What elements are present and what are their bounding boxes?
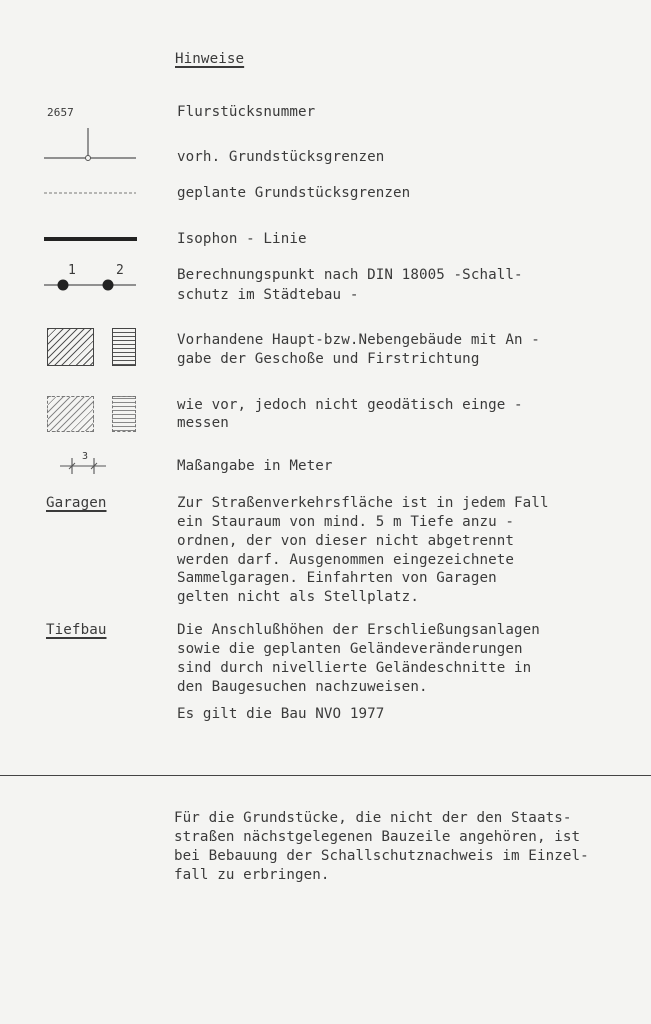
footer-line-4: fall zu erbringen. <box>174 867 330 883</box>
tiefbau-note: Es gilt die Bau NVO 1977 <box>177 706 385 722</box>
secondary-building-unmeasured-symbol <box>112 396 136 432</box>
garagen-line-1: Zur Straßenverkehrsfläche ist in jedem Fall <box>177 495 549 511</box>
legend-geplante-grenzen: geplante Grundstücksgrenzen <box>177 185 411 201</box>
page-heading: Hinweise <box>175 51 245 67</box>
calc-point-label-2: 2 <box>116 263 124 278</box>
garagen-line-3: ordnen, der von dieser nicht abgetrennt <box>177 533 515 549</box>
legend-vorhandene-gebaeude-line-1: Vorhandene Haupt-bzw.Nebengebäude mit An - <box>177 332 540 348</box>
tiefbau-line-3: sind durch nivellierte Geländeschnitte in <box>177 660 532 676</box>
planned-boundary-symbol <box>44 190 136 196</box>
secondary-building-hatch-symbol <box>112 328 136 366</box>
legend-wie-vor-line-2: messen <box>177 415 229 431</box>
dimension-value: 3 <box>82 451 89 462</box>
legend-isophon: Isophon - Linie <box>177 231 307 247</box>
tiefbau-label: Tiefbau <box>46 622 107 638</box>
garagen-line-4: werden darf. Ausgenommen eingezeichnete <box>177 552 515 568</box>
legend-vorhandene-gebaeude-line-2: gabe der Geschoße und Firstrichtung <box>177 351 480 367</box>
tiefbau-line-4: den Baugesuchen nachzuweisen. <box>177 679 428 695</box>
garagen-line-5: Sammelgaragen. Einfahrten von Garagen <box>177 570 497 586</box>
legend-flurstuecksnummer: Flurstücksnummer <box>177 104 316 120</box>
existing-boundary-symbol <box>44 128 136 164</box>
tiefbau-line-1: Die Anschlußhöhen der Erschließungsanlagen <box>177 622 540 638</box>
main-building-unmeasured-symbol <box>47 396 94 432</box>
isophon-line-symbol <box>44 237 137 241</box>
legend-wie-vor-line-1: wie vor, jedoch nicht geodätisch einge - <box>177 397 523 413</box>
calc-point-label-1: 1 <box>68 263 76 278</box>
legend-massangabe: Maßangabe in Meter <box>177 458 333 474</box>
main-building-hatch-symbol <box>47 328 94 366</box>
garagen-line-6: gelten nicht als Stellplatz. <box>177 589 419 605</box>
legend-vorh-grenzen: vorh. Grundstücksgrenzen <box>177 149 385 165</box>
legend-berechnungspunkt-line-2: schutz im Städtebau - <box>177 287 359 303</box>
footer-line-1: Für die Grundstücke, die nicht der den Staats- <box>174 810 572 826</box>
section-divider <box>0 775 651 776</box>
tiefbau-line-2: sowie die geplanten Geländeveränderungen <box>177 641 523 657</box>
footer-line-3: bei Bebauung der Schallschutznachweis im Einzel- <box>174 848 589 864</box>
parcel-number-sample: 2657 <box>47 106 74 119</box>
footer-line-2: straßen nächstgelegenen Bauzeile angehören, ist <box>174 829 581 845</box>
calculation-point-symbol <box>44 262 140 294</box>
garagen-line-2: ein Stauraum von mind. 5 m Tiefe anzu - <box>177 514 515 530</box>
garagen-label: Garagen <box>46 495 107 511</box>
legend-berechnungspunkt-line-1: Berechnungspunkt nach DIN 18005 -Schall- <box>177 267 523 283</box>
